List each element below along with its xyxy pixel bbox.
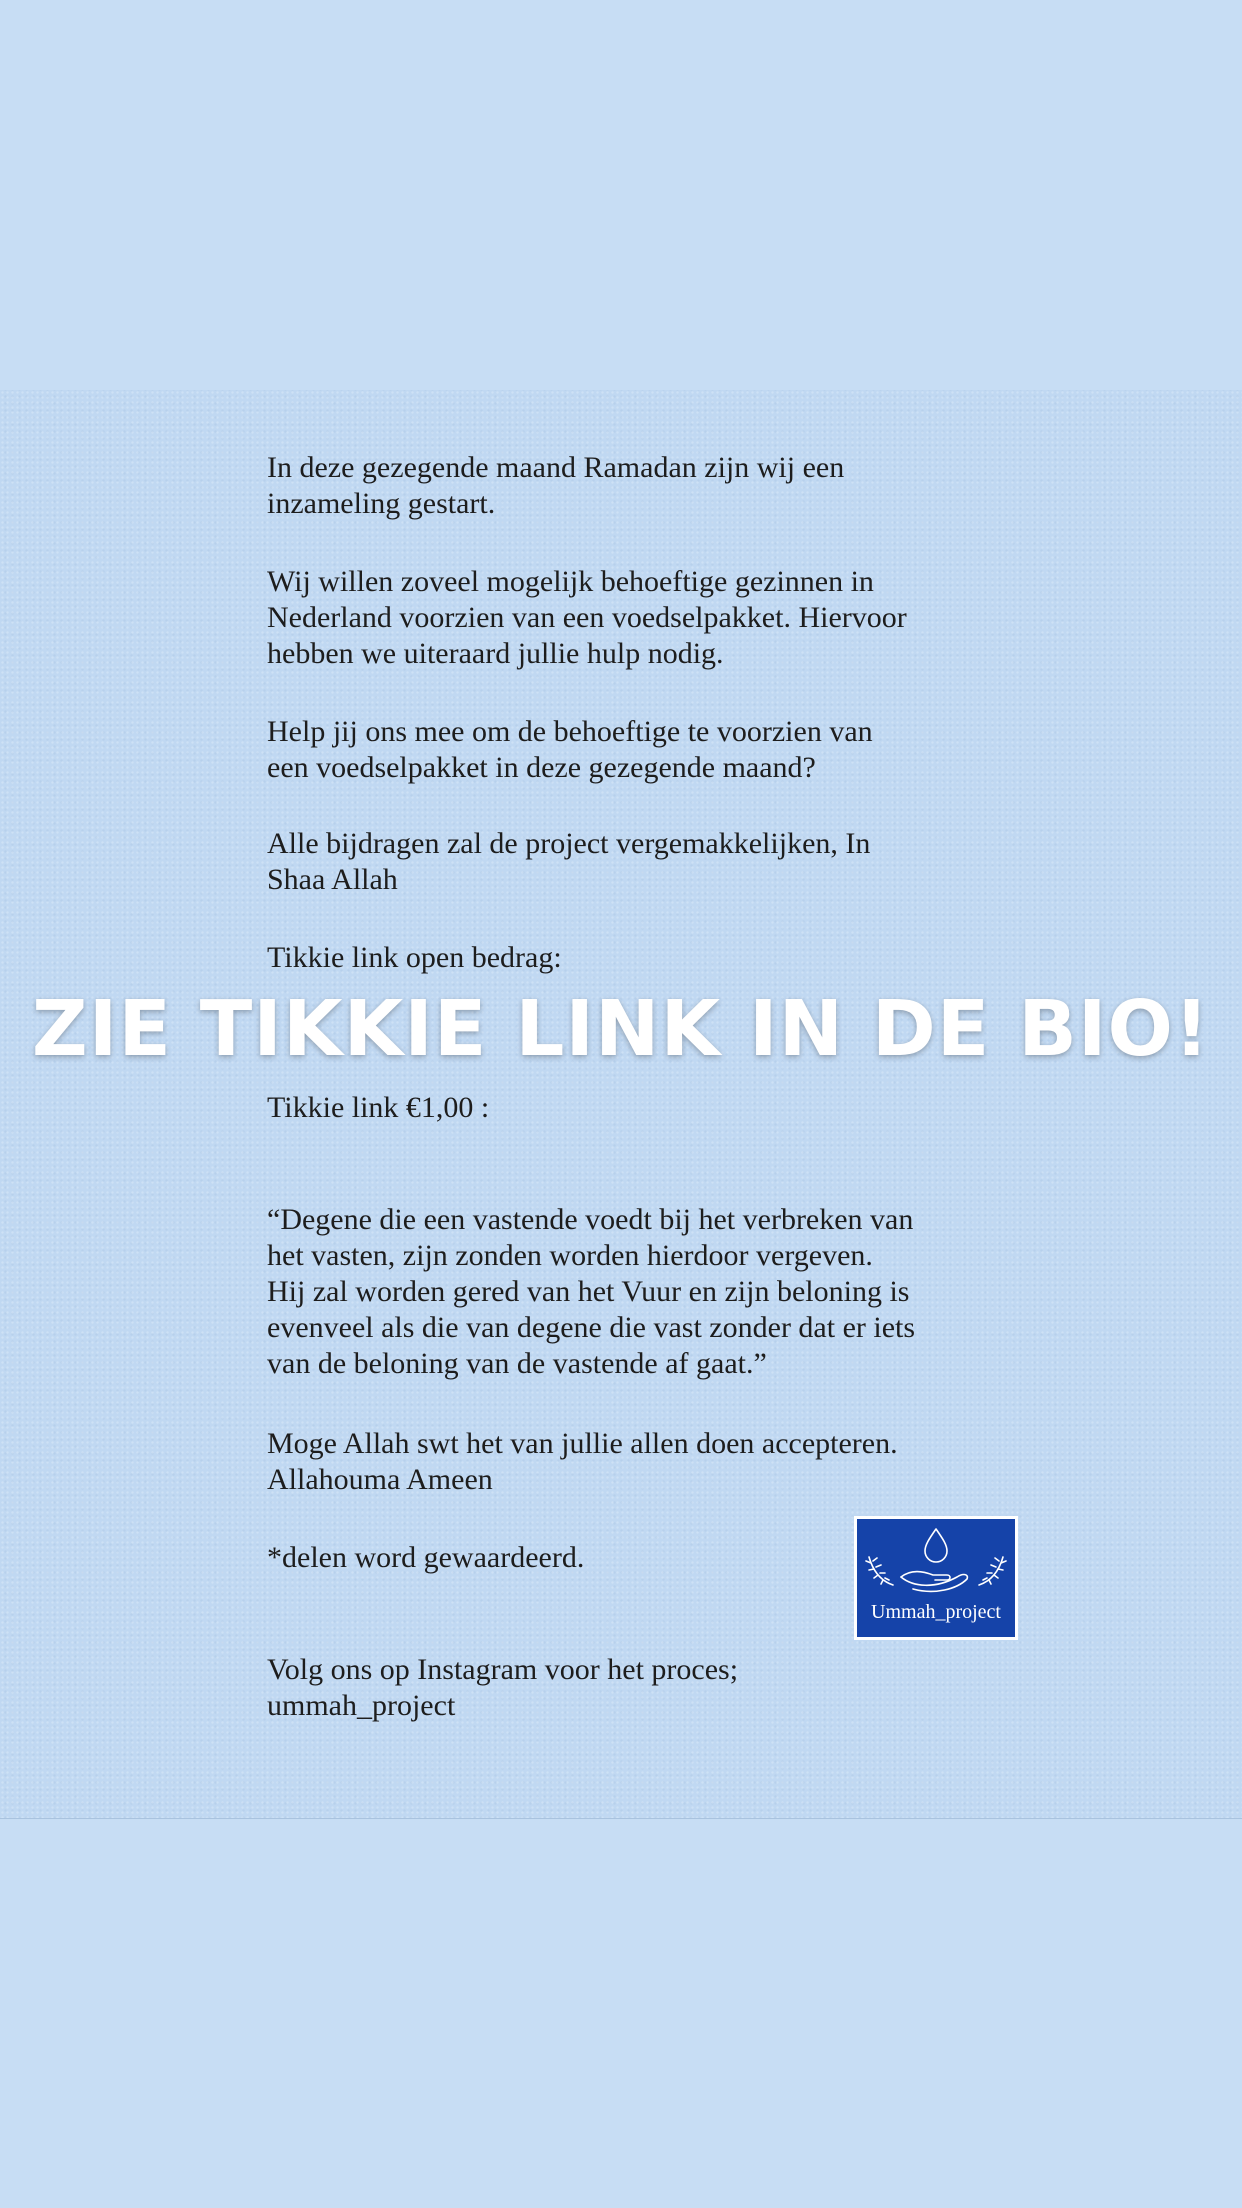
tikkie-fixed-label: Tikkie link €1,00 : (267, 1091, 490, 1124)
goal-paragraph: Wij willen zoveel mogelijk behoeftige gezinnen in Nederland voorzien van een voedselpakket. Hiervoor hebben we uiteraard jullie hulp nodig. (267, 565, 907, 670)
dua-paragraph: Moge Allah swt het van jullie allen doen accepteren. Allahouma Ameen (267, 1427, 898, 1496)
tikkie-open-label: Tikkie link open bedrag: (267, 941, 562, 974)
contribution-paragraph: Alle bijdragen zal de project vergemakkelijken, In Shaa Allah (267, 827, 871, 896)
share-note: *delen word gewaardeerd. (267, 1541, 585, 1574)
follow-paragraph: Volg ons op Instagram voor het proces; ummah_project (267, 1653, 739, 1722)
help-paragraph: Help jij ons mee om de behoeftige te voorzien van een voedselpakket in deze gezegende maand? (267, 715, 873, 784)
hadith-quote: “Degene die een vastende voedt bij het verbreken van het vasten, zijn zonden worden hierdoor vergeven. Hij zal worden gered van het Vuur en zijn beloning is evenveel als die van degene die vast zonder dat er iets van de beloning van de vastende af gaat.” (267, 1203, 916, 1380)
intro-paragraph: In deze gezegende maand Ramadan zijn wij een inzameling gestart. (267, 451, 845, 520)
logo-label: Ummah_project (871, 1601, 1001, 1623)
ummah-project-logo (854, 1516, 1018, 1640)
tikkie-bio-overlay: ZIE TIKKIE LINK IN DE BIO! (31, 985, 1211, 1074)
